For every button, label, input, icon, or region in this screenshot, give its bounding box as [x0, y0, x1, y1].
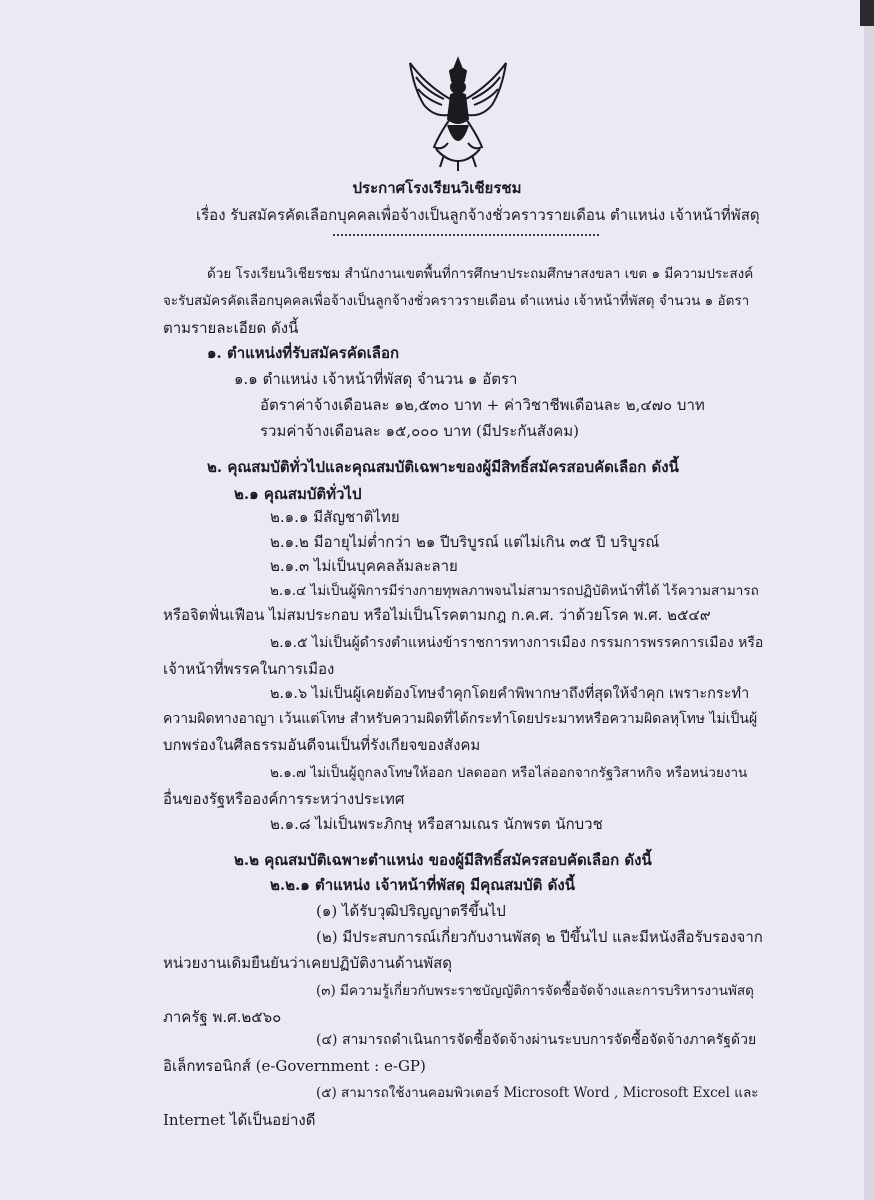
specific-item: (๔) สามารถดำเนินการจัดซื้อจัดจ้างผ่านระบบการจัดซื้อจัดจ้างภาครัฐด้วย: [316, 1032, 757, 1048]
general-item: ความผิดทางอาญา เว้นแต่โทษ สำหรับความผิดที่ได้กระทำโดยประมาทหรือความผิดลหุโทษ ไม่เป็นผู้: [163, 711, 758, 727]
specific-item: (๑) ได้รับวุฒิปริญญาตรีขึ้นไป: [316, 902, 506, 920]
section2-2-1-heading: ๒.๒.๑ ตำแหน่ง เจ้าหน้าที่พัสดุ มีคุณสมบัติ ดังนี้: [270, 876, 575, 894]
section2-2-heading: ๒.๒ คุณสมบัติเฉพาะตำแหน่ง ของผู้มีสิทธิ์สมัครสอบคัดเลือก ดังนี้: [234, 851, 652, 869]
general-item: ๒.๑.๒ มีอายุไม่ต่ำกว่า ๒๑ ปีบริบูรณ์ แต่ไม่เกิน ๓๕ ปี บริบูรณ์: [270, 533, 660, 551]
intro-line: ตามรายละเอียด ดังนี้: [163, 319, 299, 337]
general-item: ๒.๑.๘ ไม่เป็นพระภิกษุ หรือสามเณร นักพรต นักบวช: [270, 815, 603, 833]
general-item: ๒.๑.๕ ไม่เป็นผู้ดำรงตำแหน่งข้าราชการทางการเมือง กรรมการพรรคการเมือง หรือ: [270, 635, 764, 651]
general-item: อื่นของรัฐหรือองค์การระหว่างประเทศ: [163, 790, 405, 808]
section1-line: รวมค่าจ้างเดือนละ ๑๕,๐๐๐ บาท (มีประกันสังคม): [260, 422, 579, 440]
general-item: บกพร่องในศีลธรรมอันดีจนเป็นที่รังเกียจของสังคม: [163, 736, 481, 754]
announcement-subject: เรื่อง รับสมัครคัดเลือกบุคคลเพื่อจ้างเป็นลูกจ้างชั่วคราวรายเดือน ตำแหน่ง เจ้าหน้าที่พัสดุ: [196, 206, 760, 224]
specific-item: ภาครัฐ พ.ศ.๒๕๖๐: [163, 1008, 282, 1026]
intro-line: ด้วย โรงเรียนวิเชียรชม สำนักงานเขตพื้นที่การศึกษาประถมศึกษาสงขลา เขต ๑ มีความประสงค์: [207, 266, 754, 282]
general-item: ๒.๑.๔ ไม่เป็นผู้พิการมีร่างกายทุพลภาพจนไม่สามารถปฏิบัติหน้าที่ได้ ไร้ความสามารถ: [270, 583, 759, 599]
general-item: ๒.๑.๖ ไม่เป็นผู้เคยต้องโทษจำคุกโดยคำพิพากษาถึงที่สุดให้จำคุก เพราะกระทำ: [270, 686, 750, 702]
section1-line: อัตราค่าจ้างเดือนละ ๑๒,๕๓๐ บาท + ค่าวิชาชีพเดือนละ ๒,๔๗๐ บาท: [260, 396, 705, 414]
separator-dots: [333, 234, 599, 236]
section2-heading: ๒. คุณสมบัติทั่วไปและคุณสมบัติเฉพาะของผู้มีสิทธิ์สมัครสอบคัดเลือก ดังนี้: [207, 458, 679, 476]
specific-item: หน่วยงานเดิมยืนยันว่าเคยปฏิบัติงานด้านพัสดุ: [163, 954, 453, 972]
general-item: ๒.๑.๑ มีสัญชาติไทย: [270, 508, 400, 526]
section1-heading: ๑. ตำแหน่งที่รับสมัครคัดเลือก: [207, 344, 400, 362]
section2-1-heading: ๒.๑ คุณสมบัติทั่วไป: [234, 485, 362, 503]
intro-line: จะรับสมัครคัดเลือกบุคคลเพื่อจ้างเป็นลูกจ้างชั่วคราวรายเดือน ตำแหน่ง เจ้าหน้าที่พัสดุ จำนวน ๑ อัตรา: [163, 293, 750, 309]
general-item: หรือจิตฟั่นเฟือน ไม่สมประกอบ หรือไม่เป็นโรคตามกฎ ก.ค.ศ. ว่าด้วยโรค พ.ศ. ๒๕๔๙: [163, 606, 711, 624]
specific-item: Internet ได้เป็นอย่างดี: [163, 1111, 316, 1129]
specific-item: (๕) สามารถใช้งานคอมพิวเตอร์ Microsoft Word , Microsoft Excel และ: [316, 1085, 759, 1101]
general-item: ๒.๑.๓ ไม่เป็นบุคคลล้มละลาย: [270, 557, 458, 575]
general-item: ๒.๑.๗ ไม่เป็นผู้ถูกลงโทษให้ออก ปลดออก หรือไล่ออกจากรัฐวิสาหกิจ หรือหน่วยงาน: [270, 765, 748, 781]
specific-item: อิเล็กทรอนิกส์ (e-Government : e-GP): [163, 1057, 426, 1075]
general-item: เจ้าหน้าที่พรรคในการเมือง: [163, 660, 335, 678]
specific-item: (๓) มีความรู้เกี่ยวกับพระราชบัญญัติการจัดซื้อจัดจ้างและการบริหารงานพัสดุ: [316, 983, 754, 999]
specific-item: (๒) มีประสบการณ์เกี่ยวกับงานพัสดุ ๒ ปีขึ้นไป และมีหนังสือรับรองจาก: [316, 928, 763, 946]
announcement-title: ประกาศโรงเรียนวิเชียรชม: [352, 179, 522, 197]
garuda-emblem-icon: [404, 55, 512, 173]
section1-line: ๑.๑ ตำแหน่ง เจ้าหน้าที่พัสดุ จำนวน ๑ อัตรา: [234, 370, 518, 388]
